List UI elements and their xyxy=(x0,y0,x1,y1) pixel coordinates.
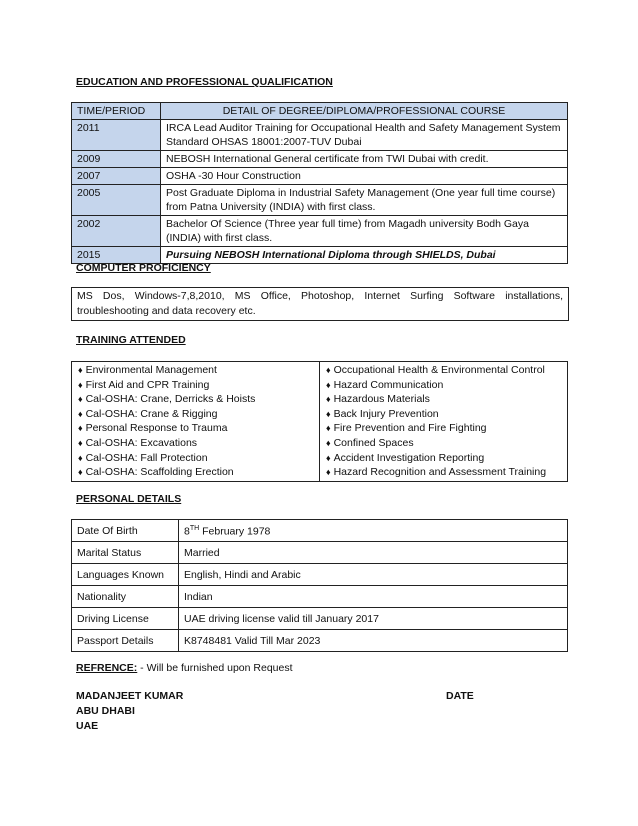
training-item: ♦ Cal-OSHA: Excavations xyxy=(78,436,198,449)
education-detail: IRCA Lead Auditor Training for Occupational Health and Safety Management System Standard OHSAS 18001:2007-TUV Dubai xyxy=(161,120,568,151)
training-item: ♦ Accident Investigation Reporting xyxy=(326,451,485,464)
education-period: 2011 xyxy=(72,120,161,151)
diamond-bullet-icon: ♦ xyxy=(326,394,331,405)
education-detail: OSHA -30 Hour Construction xyxy=(161,168,568,185)
personal-section-title: PERSONAL DETAILS xyxy=(76,493,182,505)
training-item: ♦ Confined Spaces xyxy=(326,436,414,449)
signature-city: ABU DHABI xyxy=(76,705,135,717)
education-period: 2002 xyxy=(72,216,161,247)
training-item: ♦ Back Injury Prevention xyxy=(326,407,439,420)
diamond-bullet-icon: ♦ xyxy=(78,423,83,434)
personal-label: Passport Details xyxy=(72,630,179,652)
training-right-column xyxy=(320,362,568,482)
refrence-line xyxy=(76,662,293,674)
personal-details-table xyxy=(71,519,568,652)
personal-label: Languages Known xyxy=(72,564,179,586)
diamond-bullet-icon: ♦ xyxy=(78,452,83,463)
diamond-bullet-icon: ♦ xyxy=(78,379,83,390)
header-detail: DETAIL OF DEGREE/DIPLOMA/PROFESSIONAL COURSE xyxy=(161,103,568,120)
education-section-title: EDUCATION AND PROFESSIONAL QUALIFICATION xyxy=(76,76,333,88)
diamond-bullet-icon: ♦ xyxy=(78,408,83,419)
education-row xyxy=(72,151,568,168)
personal-row xyxy=(72,564,568,586)
training-section-title: TRAINING ATTENDED xyxy=(76,334,186,346)
signature-name: MADANJEET KUMAR xyxy=(76,690,184,702)
training-item: ♦ Cal-OSHA: Fall Protection xyxy=(78,451,208,464)
personal-value: English, Hindi and Arabic xyxy=(179,564,568,586)
education-detail: Bachelor Of Science (Three year full time) from Magadh university Bodh Gaya (INDIA) with first class. xyxy=(161,216,568,247)
personal-row xyxy=(72,630,568,652)
refrence-text: - Will be furnished upon Request xyxy=(137,662,293,674)
diamond-bullet-icon: ♦ xyxy=(326,408,331,419)
training-item: ♦ Cal-OSHA: Scaffolding Erection xyxy=(78,466,234,479)
personal-label: Driving License xyxy=(72,608,179,630)
personal-value: UAE driving license valid till January 2017 xyxy=(179,608,568,630)
diamond-bullet-icon: ♦ xyxy=(326,467,331,478)
personal-row xyxy=(72,520,568,542)
diamond-bullet-icon: ♦ xyxy=(326,379,331,390)
signature-country: UAE xyxy=(76,720,99,732)
personal-label: Nationality xyxy=(72,586,179,608)
training-item: ♦ Hazardous Materials xyxy=(326,393,430,406)
personal-value-dob: 8TH February 1978 xyxy=(179,520,568,542)
training-item: ♦ Cal-OSHA: Crane & Rigging xyxy=(78,407,218,420)
diamond-bullet-icon: ♦ xyxy=(326,452,331,463)
education-row xyxy=(72,185,568,216)
diamond-bullet-icon: ♦ xyxy=(326,423,331,434)
education-period: 2015 xyxy=(72,247,161,264)
computer-section-title: COMPUTER PROFICIENCY xyxy=(76,262,211,274)
diamond-bullet-icon: ♦ xyxy=(326,365,331,375)
personal-value: Married xyxy=(179,542,568,564)
personal-label: Marital Status xyxy=(72,542,179,564)
personal-label: Date Of Birth xyxy=(72,520,179,542)
personal-value: Indian xyxy=(179,586,568,608)
training-item: ♦ Cal-OSHA: Crane, Derricks & Hoists xyxy=(78,393,256,406)
education-period: 2005 xyxy=(72,185,161,216)
education-table-header xyxy=(72,103,568,120)
education-row xyxy=(72,168,568,185)
training-table xyxy=(71,361,568,482)
training-item: ♦ Hazard Recognition and Assessment Training xyxy=(326,466,547,479)
date-label: DATE xyxy=(446,690,474,702)
diamond-bullet-icon: ♦ xyxy=(78,365,83,375)
diamond-bullet-icon: ♦ xyxy=(326,437,331,448)
education-period: 2007 xyxy=(72,168,161,185)
training-item: ♦ First Aid and CPR Training xyxy=(78,378,210,391)
diamond-bullet-icon: ♦ xyxy=(78,437,83,448)
header-period: TIME/PERIOD xyxy=(72,103,161,120)
computer-proficiency-text: MS Dos, Windows-7,8,2010, MS Office, Photoshop, Internet Surfing Software installations, troubleshooting and data recovery etc. xyxy=(71,287,569,321)
personal-row xyxy=(72,608,568,630)
education-detail: Pursuing NEBOSH International Diploma through SHIELDS, Dubai xyxy=(161,247,568,264)
education-detail: Post Graduate Diploma in Industrial Safety Management (One year full time course) from Patna University (INDIA) with first class. xyxy=(161,185,568,216)
education-row xyxy=(72,120,568,151)
diamond-bullet-icon: ♦ xyxy=(78,394,83,405)
training-item: ♦ Occupational Health & Environmental Control xyxy=(326,364,545,376)
personal-row xyxy=(72,586,568,608)
refrence-label: REFRENCE: xyxy=(76,662,138,674)
training-item: ♦ Environmental Management xyxy=(78,364,217,376)
education-detail: NEBOSH International General certificate from TWI Dubai with credit. xyxy=(161,151,568,168)
training-item: ♦ Fire Prevention and Fire Fighting xyxy=(326,422,487,435)
personal-row xyxy=(72,542,568,564)
training-item: ♦ Personal Response to Trauma xyxy=(78,422,228,435)
diamond-bullet-icon: ♦ xyxy=(78,467,83,478)
education-row xyxy=(72,247,568,264)
education-row xyxy=(72,216,568,247)
training-left-column xyxy=(72,362,320,482)
education-period: 2009 xyxy=(72,151,161,168)
personal-value: K8748481 Valid Till Mar 2023 xyxy=(179,630,568,652)
education-table xyxy=(71,102,568,264)
training-item: ♦ Hazard Communication xyxy=(326,378,444,391)
